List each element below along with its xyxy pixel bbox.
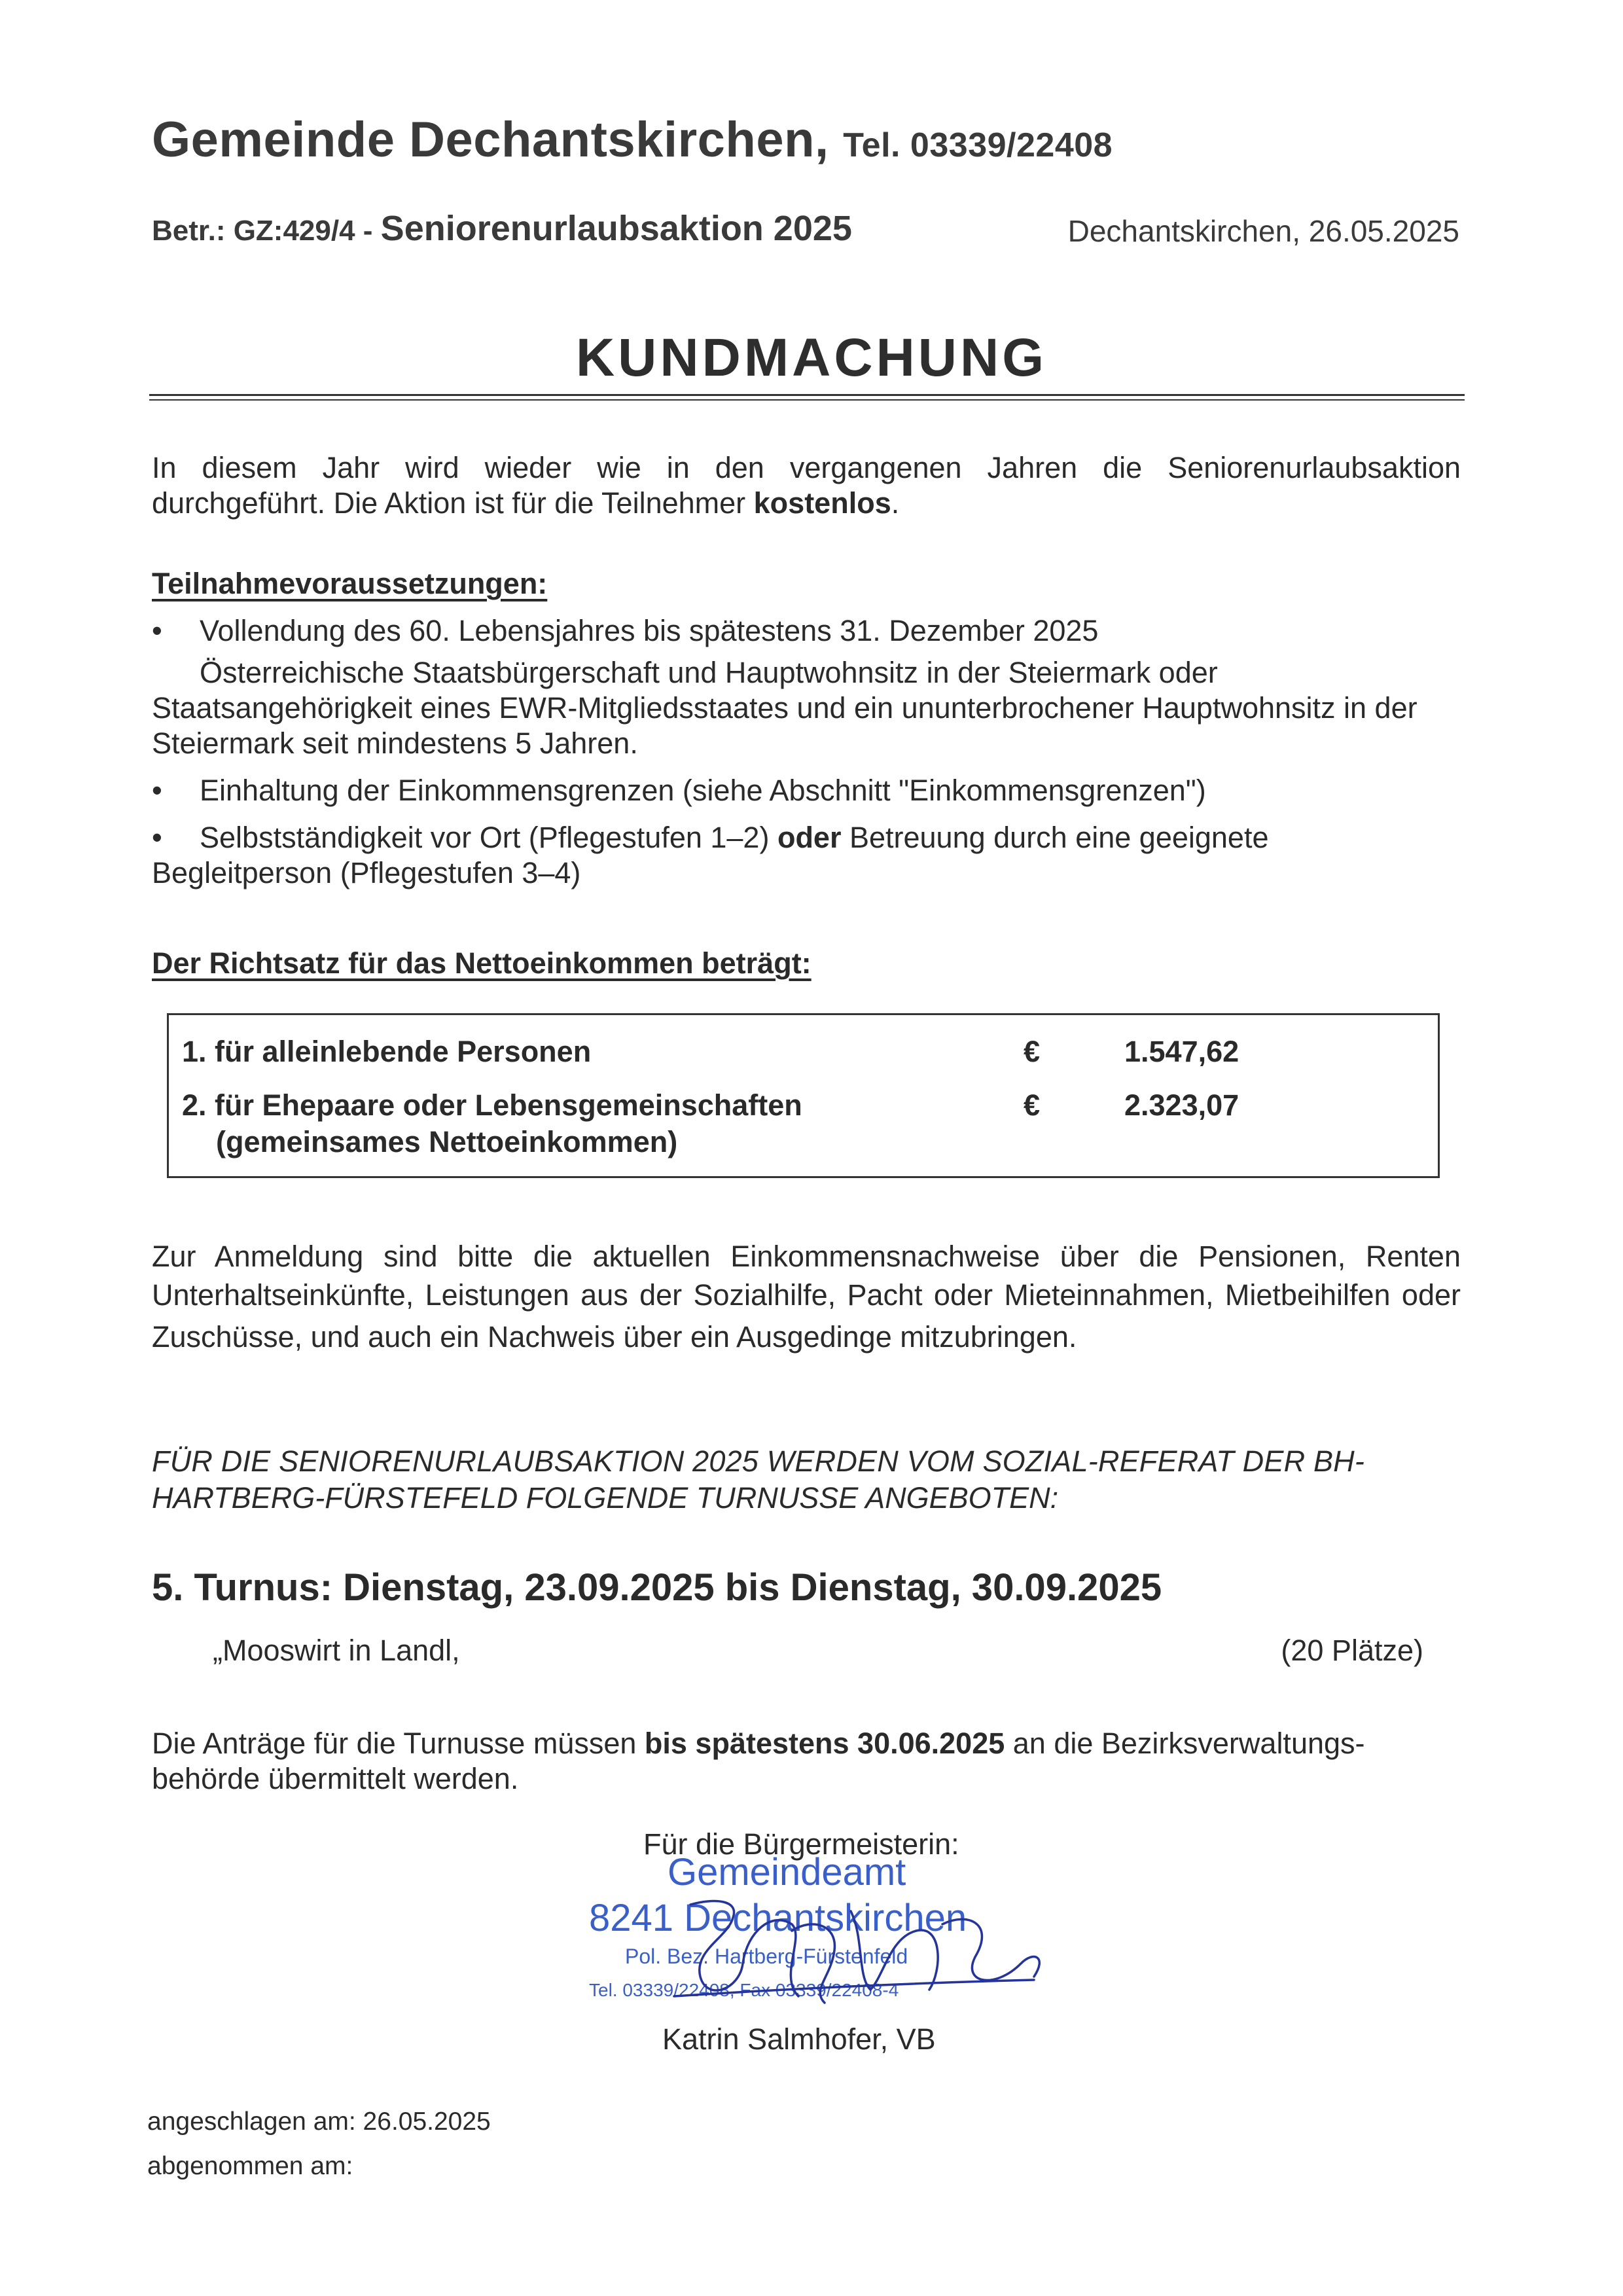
phone-number: Tel. 03339/22408 — [843, 126, 1113, 164]
income-row-amount: 2.323,07 — [1124, 1088, 1240, 1122]
requirement-independence — [200, 821, 1268, 855]
organization-header — [152, 111, 1113, 168]
bullet-2: • — [152, 774, 162, 807]
requirement-citizenship-line-1: Österreichische Staatsbürgerschaft und Hauptwohnsitz in der Steiermark oder — [200, 656, 1218, 689]
turnus-places: (20 Plätze) — [1281, 1634, 1423, 1667]
intro-end: . — [891, 486, 900, 520]
income-heading: Der Richtsatz für das Nettoeinkommen beträgt: — [152, 946, 812, 980]
removed-date: abgenommen am: — [147, 2152, 353, 2180]
turnus-location: „Mooswirt in Landl, — [213, 1634, 460, 1667]
stamp-text-1: Gemeindeamt — [668, 1851, 906, 1893]
intro-line-2 — [152, 486, 1461, 521]
income-row-currency: € — [1024, 1035, 1041, 1068]
income-row-amount: 1.547,62 — [1124, 1035, 1240, 1068]
independence-emphasis: oder — [777, 821, 842, 854]
income-table — [167, 1013, 1440, 1178]
independence-text-end: Betreuung durch eine geeignete — [841, 821, 1269, 854]
subject-prefix: Betr.: GZ:429/4 - — [152, 215, 381, 247]
income-row-label: 2. für Ehepaare oder Lebensgemeinschaften — [182, 1088, 802, 1122]
income-row-label-2: (gemeinsames Nettoeinkommen) — [216, 1125, 678, 1158]
offer-line-1: FÜR DIE SENIORENURLAUBSAKTION 2025 WERDEN VOM SOZIAL-REFERAT DER BH- — [152, 1444, 1365, 1478]
organization-name: Gemeinde Dechantskirchen, — [152, 112, 829, 168]
intro-text: durchgeführt. Die Aktion ist für die Teilnehmer — [152, 486, 754, 520]
income-row-currency: € — [1024, 1088, 1041, 1122]
signatory-name: Katrin Salmhofer, VB — [662, 2022, 936, 2056]
intro-emphasis: kostenlos — [753, 486, 891, 520]
turnus-title: 5. Turnus: Dienstag, 23.09.2025 bis Dienstag, 30.09.2025 — [152, 1566, 1162, 1609]
place-date: Dechantskirchen, 26.05.2025 — [1067, 214, 1459, 248]
requirement-citizenship-line-3: Steiermark seit mindestens 5 Jahren. — [152, 726, 638, 760]
title-divider — [149, 394, 1465, 396]
requirement-citizenship-line-2: Staatsangehörigkeit eines EWR-Mitgliedsstaates und ein ununterbrochener Hauptwohnsitz in der — [152, 691, 1418, 725]
stamp-text-4: Tel. 03339/22408, Fax 03339/22408-4 — [589, 1980, 899, 2000]
deadline-date: bis spätestens 30.06.2025 — [644, 1727, 1005, 1760]
document-title: KUNDMACHUNG — [575, 328, 1048, 387]
income-row-label: 1. für alleinlebende Personen — [182, 1035, 592, 1068]
independence-text: Selbstständigkeit vor Ort (Pflegestufen 1–2) — [200, 821, 777, 854]
deadline-text: Die Anträge für die Turnusse müssen — [152, 1727, 645, 1760]
offer-line-2: HARTBERG-FÜRSTEFELD FOLGENDE TURNUSSE ANGEBOTEN: — [152, 1481, 1059, 1515]
bullet-1: • — [152, 614, 162, 647]
requirements-heading: Teilnahmevoraussetzungen: — [152, 567, 548, 600]
subject-line — [152, 208, 852, 249]
registration-line-2: Unterhaltseinkünfte, Leistungen aus der Sozialhilfe, Pacht oder Mieteinnahmen, Mietbeihilfen oder — [152, 1278, 1461, 1312]
stamp-text-3: Pol. Bez. Hartberg-Fürstenfeld — [625, 1945, 908, 1968]
requirement-age: Vollendung des 60. Lebensjahres bis spätestens 31. Dezember 2025 — [200, 614, 1099, 647]
signature-for: Für die Bürgermeisterin: — [643, 1827, 959, 1861]
deadline-line-2: behörde übermittelt werden. — [152, 1762, 519, 1795]
deadline-line-1 — [152, 1727, 1365, 1761]
intro-line-1: In diesem Jahr wird wieder wie in den vergangenen Jahren die Seniorenurlaubsaktion — [152, 451, 1461, 484]
bullet-3: • — [152, 821, 162, 854]
registration-line-3: Zuschüsse, und auch ein Nachweis über ein Ausgedinge mitzubringen. — [152, 1320, 1077, 1354]
stamp-graphic — [576, 1826, 1073, 2022]
registration-line-1: Zur Anmeldung sind bitte die aktuellen Einkommensnachweise über die Pensionen, Renten — [152, 1240, 1461, 1273]
subject-title: Seniorenurlaubsaktion 2025 — [380, 209, 852, 248]
stamp-text-2: 8241 Dechantskirchen — [589, 1897, 967, 1939]
deadline-text-end: an die Bezirksverwaltungs- — [1005, 1727, 1365, 1760]
requirement-independence-line-2: Begleitperson (Pflegestufen 3–4) — [152, 856, 581, 889]
requirement-income: Einhaltung der Einkommensgrenzen (siehe Abschnitt "Einkommensgrenzen") — [200, 774, 1206, 807]
title-divider-second — [149, 399, 1465, 401]
posted-date: angeschlagen am: 26.05.2025 — [147, 2108, 491, 2136]
